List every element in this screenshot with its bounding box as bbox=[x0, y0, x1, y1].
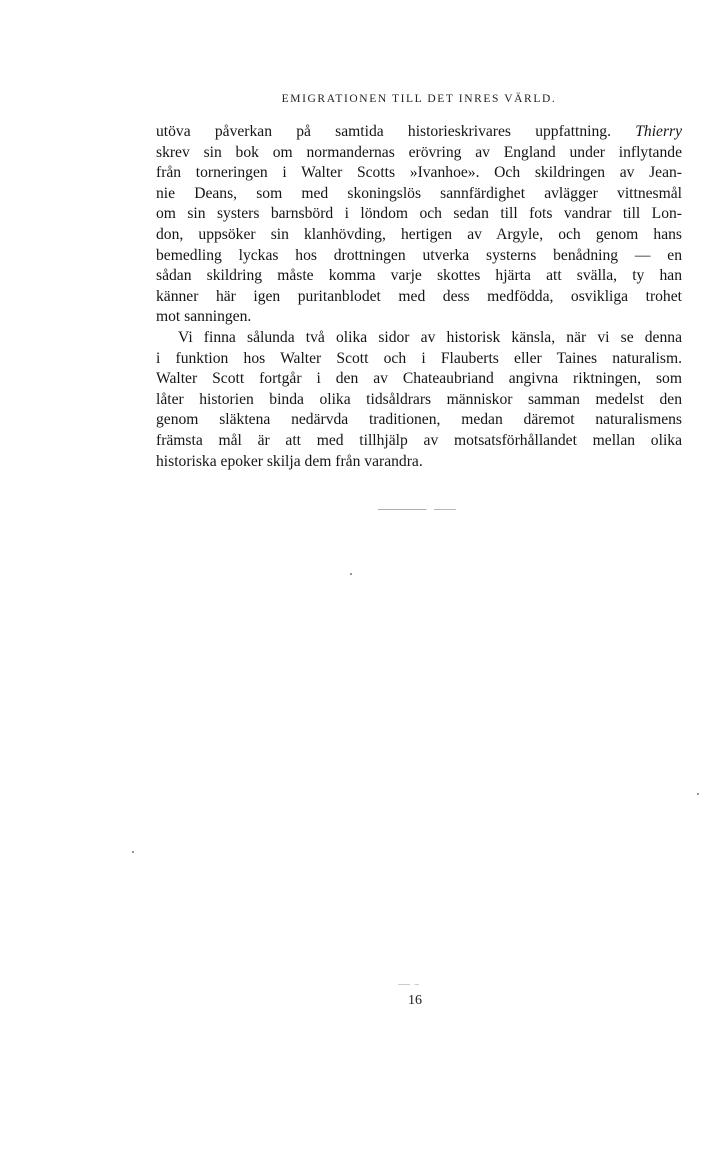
text-line: om sin systers barnsbörd i löndom och sedan till fots vandrar till Lon- bbox=[156, 205, 682, 223]
paper-speck bbox=[350, 573, 352, 575]
body-text bbox=[156, 122, 682, 472]
text-line: i funktion hos Walter Scott och i Flauberts eller Taines naturalism. bbox=[156, 349, 682, 367]
folio-mark bbox=[398, 984, 428, 985]
text-line: skrev sin bok om normandernas erövring av England under inflytande bbox=[156, 143, 682, 161]
text-line: nie Deans, som med skoningslös sannfärdighet avlägger vittnesmål bbox=[156, 184, 682, 202]
running-head: EMIGRATIONEN TILL DET INRES VÄRLD. bbox=[281, 93, 557, 105]
text-line: låter historien binda olika tidsåldrars människor samman medelst den bbox=[156, 390, 682, 408]
text-line: mot sanningen. bbox=[156, 308, 252, 326]
text-line: utöva påverkan på samtida historieskrivares uppfattning. Thierry bbox=[156, 123, 682, 140]
text-line: don, uppsöker sin klanhövding, hertigen av Argyle, och genom hans bbox=[156, 225, 682, 243]
page-number: 16 bbox=[408, 993, 422, 1008]
text-line: sådan skildring måste komma varje skottes hjärta att svälla, ty han bbox=[156, 267, 682, 285]
text-line: Walter Scott fortgår i den av Chateaubriand angivna riktningen, som bbox=[156, 370, 682, 388]
text-line: bemedling lyckas hos drottningen utverka systerns benådning — en bbox=[156, 246, 682, 264]
paper-speck bbox=[697, 793, 699, 795]
text-line: känner här igen puritanblodet med dess medfödda, osvikliga trohet bbox=[156, 287, 682, 305]
text-line: från torneringen i Walter Scotts »Ivanhoe». Och skildringen av Jean- bbox=[156, 164, 682, 182]
text-line: genom släktena nedärvda traditionen, medan däremot naturalismens bbox=[156, 411, 682, 429]
italic-name: Thierry bbox=[635, 123, 682, 140]
text-line: Vi finna sålunda två olika sidor av historisk känsla, när vi se denna bbox=[178, 328, 682, 346]
paper-speck bbox=[132, 851, 134, 853]
section-rule bbox=[378, 509, 456, 510]
text-line: historiska epoker skilja dem från varandra. bbox=[156, 452, 423, 470]
text-line: främsta mål är att med tillhjälp av motsatsförhållandet mellan olika bbox=[156, 431, 682, 449]
